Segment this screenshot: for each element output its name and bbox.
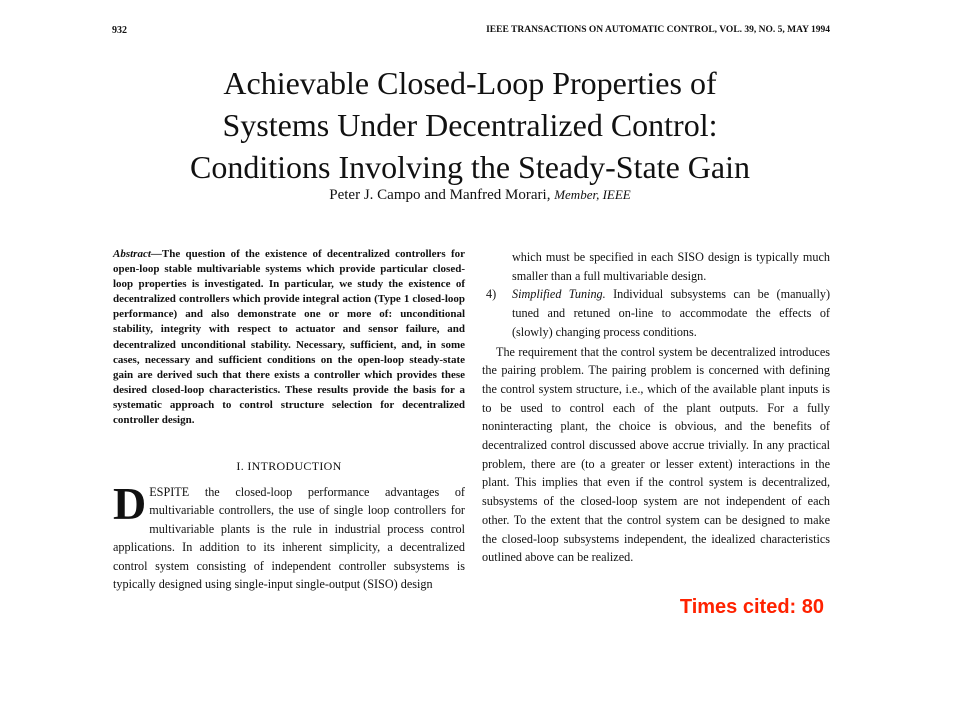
item-number: 4): [486, 287, 497, 302]
drop-cap: D: [113, 478, 147, 529]
authors: Peter J. Campo and Manfred Morari,: [329, 187, 551, 203]
item-text: Individual subsystems can be (manually) tuned and retuned on-line to accommodate the effects of (slowly) changing process conditions.: [512, 287, 830, 339]
title-line: Achievable Closed-Loop Properties of: [223, 65, 717, 101]
item-body: [512, 285, 830, 341]
abstract: [113, 247, 465, 428]
introduction-text: [113, 478, 465, 592]
abstract-text: The question of the existence of decentralized controllers for open-loop stable multivariable systems which provide particular closed-loop properties is investigated. In particular, we study the existence of decentralized controllers which provide integral action (Type 1 closed-loop performance) and also demonstrate one or more of: unconditional stability, integrity with respect to actuator and sensor failure, and decentralized unconditional stability. Necessary, sufficient, and, in some cases, necessary and sufficient conditions on the open-loop steady-state gain are derived such that there exists a controller which provides these desired closed-loop characteristics. These results provide the basis for a systematic approach to control structure selection for decentralized controller design.: [113, 248, 465, 427]
item-title: Simplified Tuning.: [512, 287, 606, 302]
page-number: 932: [112, 25, 127, 36]
title-line: Systems Under Decentralized Control:: [222, 107, 718, 143]
body-paragraph: The requirement that the control system be decentralized introduces the pairing problem. The pairing problem is concerned with defining the control system structure, i.e., which of the available plant inputs is to be used to control each of the plant outputs. For a fully noninteracting plant, the choice is obvious, and the benefits of decentralized control discussed above accrue trivially. In any practical problem, there are (to a greater or lesser extent) interactions in the plant. This implies that even if the control system is decentralized, subsystems of the closed-loop system are not independent of each other. To the extent that the control system can be designed to make the closed-loop subsystems independent, the idealized characteristics outlined above can be realized.: [482, 344, 830, 565]
journal-header: IEEE TRANSACTIONS ON AUTOMATIC CONTROL, VOL. 39, NO. 5, MAY 1994: [486, 25, 830, 35]
author-membership: Member, IEEE: [554, 187, 631, 202]
paper-title: [140, 62, 800, 188]
introduction-body: ESPITE the closed-loop performance advantages of multivariable controllers, the use of single loop controllers for multivariable plants is the rule in industrial process control applications. In addition to its inherent simplicity, a decentralized control system consisting of independent controller subsystems is typically designed using single-input single-output (SISO) design: [113, 485, 465, 592]
section-heading: I. INTRODUCTION: [236, 459, 342, 473]
citation-count: Times cited: 80: [679, 596, 824, 618]
numbered-item: [482, 285, 830, 341]
right-column: [482, 248, 830, 567]
title-line: Conditions Involving the Steady-State Gain: [190, 149, 750, 185]
abstract-label: Abstract—: [113, 248, 162, 260]
author-line: [200, 187, 760, 204]
continuation-text: which must be specified in each SISO design is typically much smaller than a full multivariable design.: [512, 250, 830, 283]
